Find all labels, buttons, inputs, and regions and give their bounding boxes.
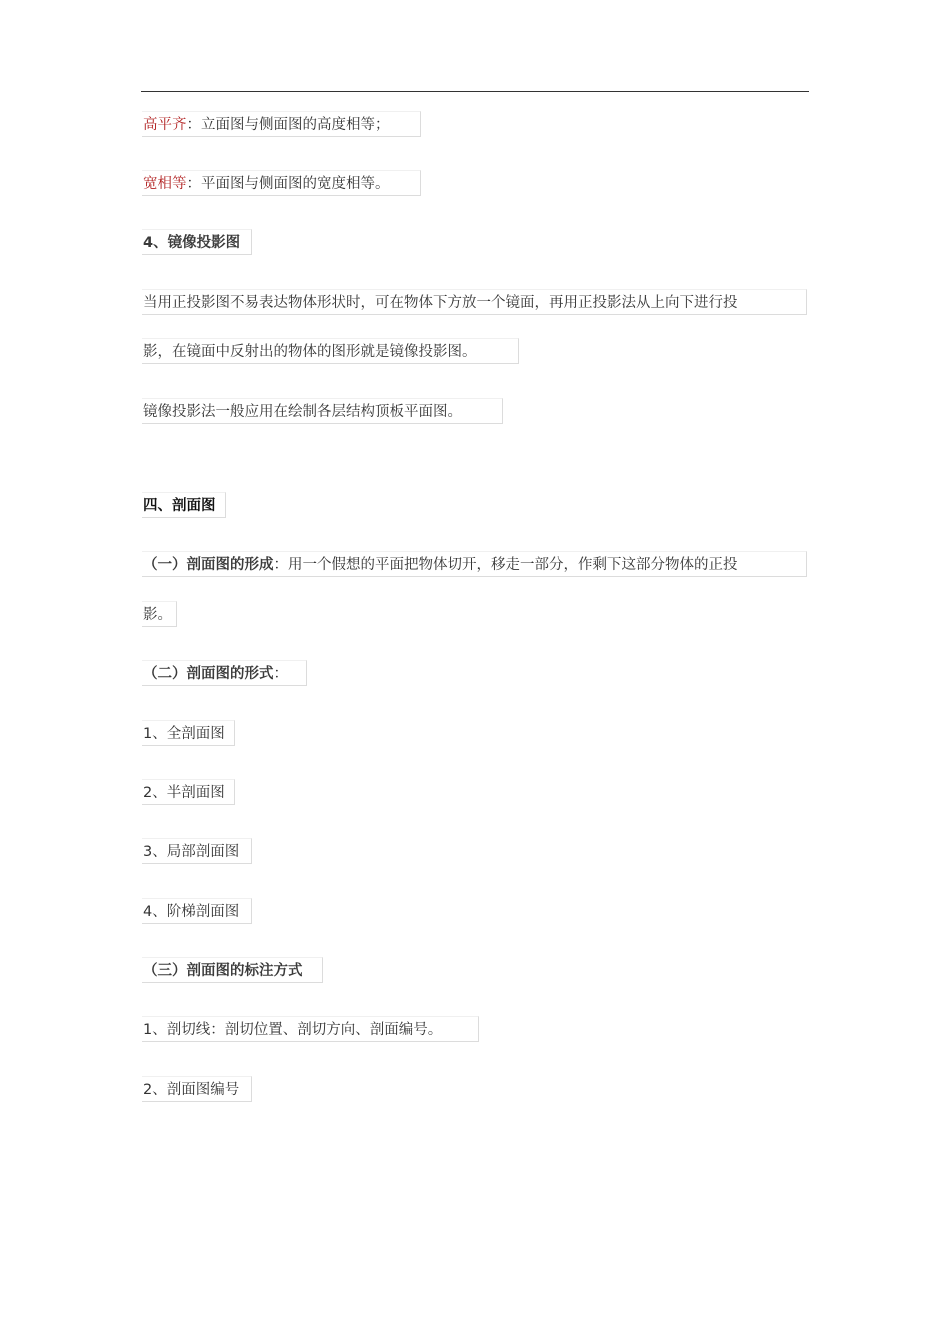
marking-heading: （三）剖面图的标注方式 bbox=[142, 957, 323, 983]
mirror-heading: 4、镜像投影图 bbox=[142, 229, 252, 255]
mirror-paragraph-2: 镜像投影法一般应用在绘制各层结构顶板平面图。 bbox=[142, 398, 503, 424]
mirror-paragraph-1b: 影，在镜面中反射出的物体的图形就是镜像投影图。 bbox=[142, 338, 519, 364]
formation-label: （一）剖面图的形成 bbox=[143, 557, 274, 573]
kuan-desc: ：平面图与侧面图的宽度相等。 bbox=[186, 176, 390, 192]
gao-line bbox=[142, 111, 421, 137]
formation-desc-a: ：用一个假想的平面把物体切开，移走一部分，作剩下这部分物体的正投 bbox=[273, 557, 738, 573]
gao-desc: ：立面图与侧面图的高度相等； bbox=[186, 117, 390, 133]
formation-desc-b: 影。 bbox=[142, 601, 177, 627]
formation-line bbox=[142, 551, 807, 577]
gao-term: 高平齐 bbox=[143, 117, 187, 133]
kuan-term: 宽相等 bbox=[143, 176, 187, 192]
section-heading: 四、剖面图 bbox=[142, 492, 226, 518]
marking-item-1: 1、剖切线：剖切位置、剖切方向、剖面编号。 bbox=[142, 1016, 479, 1042]
form-item-3: 3、局部剖面图 bbox=[142, 838, 252, 864]
mirror-paragraph-1a: 当用正投影图不易表达物体形状时，可在物体下方放一个镜面，再用正投影法从上向下进行投 bbox=[142, 289, 807, 315]
header-rule bbox=[141, 91, 809, 92]
form-item-4: 4、阶梯剖面图 bbox=[142, 898, 252, 924]
forms-colon: ： bbox=[273, 666, 288, 682]
marking-item-2: 2、剖面图编号 bbox=[142, 1076, 252, 1102]
forms-label: （二）剖面图的形式 bbox=[143, 666, 274, 682]
form-item-2: 2、半剖面图 bbox=[142, 779, 235, 805]
kuan-line bbox=[142, 170, 421, 196]
form-item-1: 1、全剖面图 bbox=[142, 720, 235, 746]
forms-line bbox=[142, 660, 307, 686]
